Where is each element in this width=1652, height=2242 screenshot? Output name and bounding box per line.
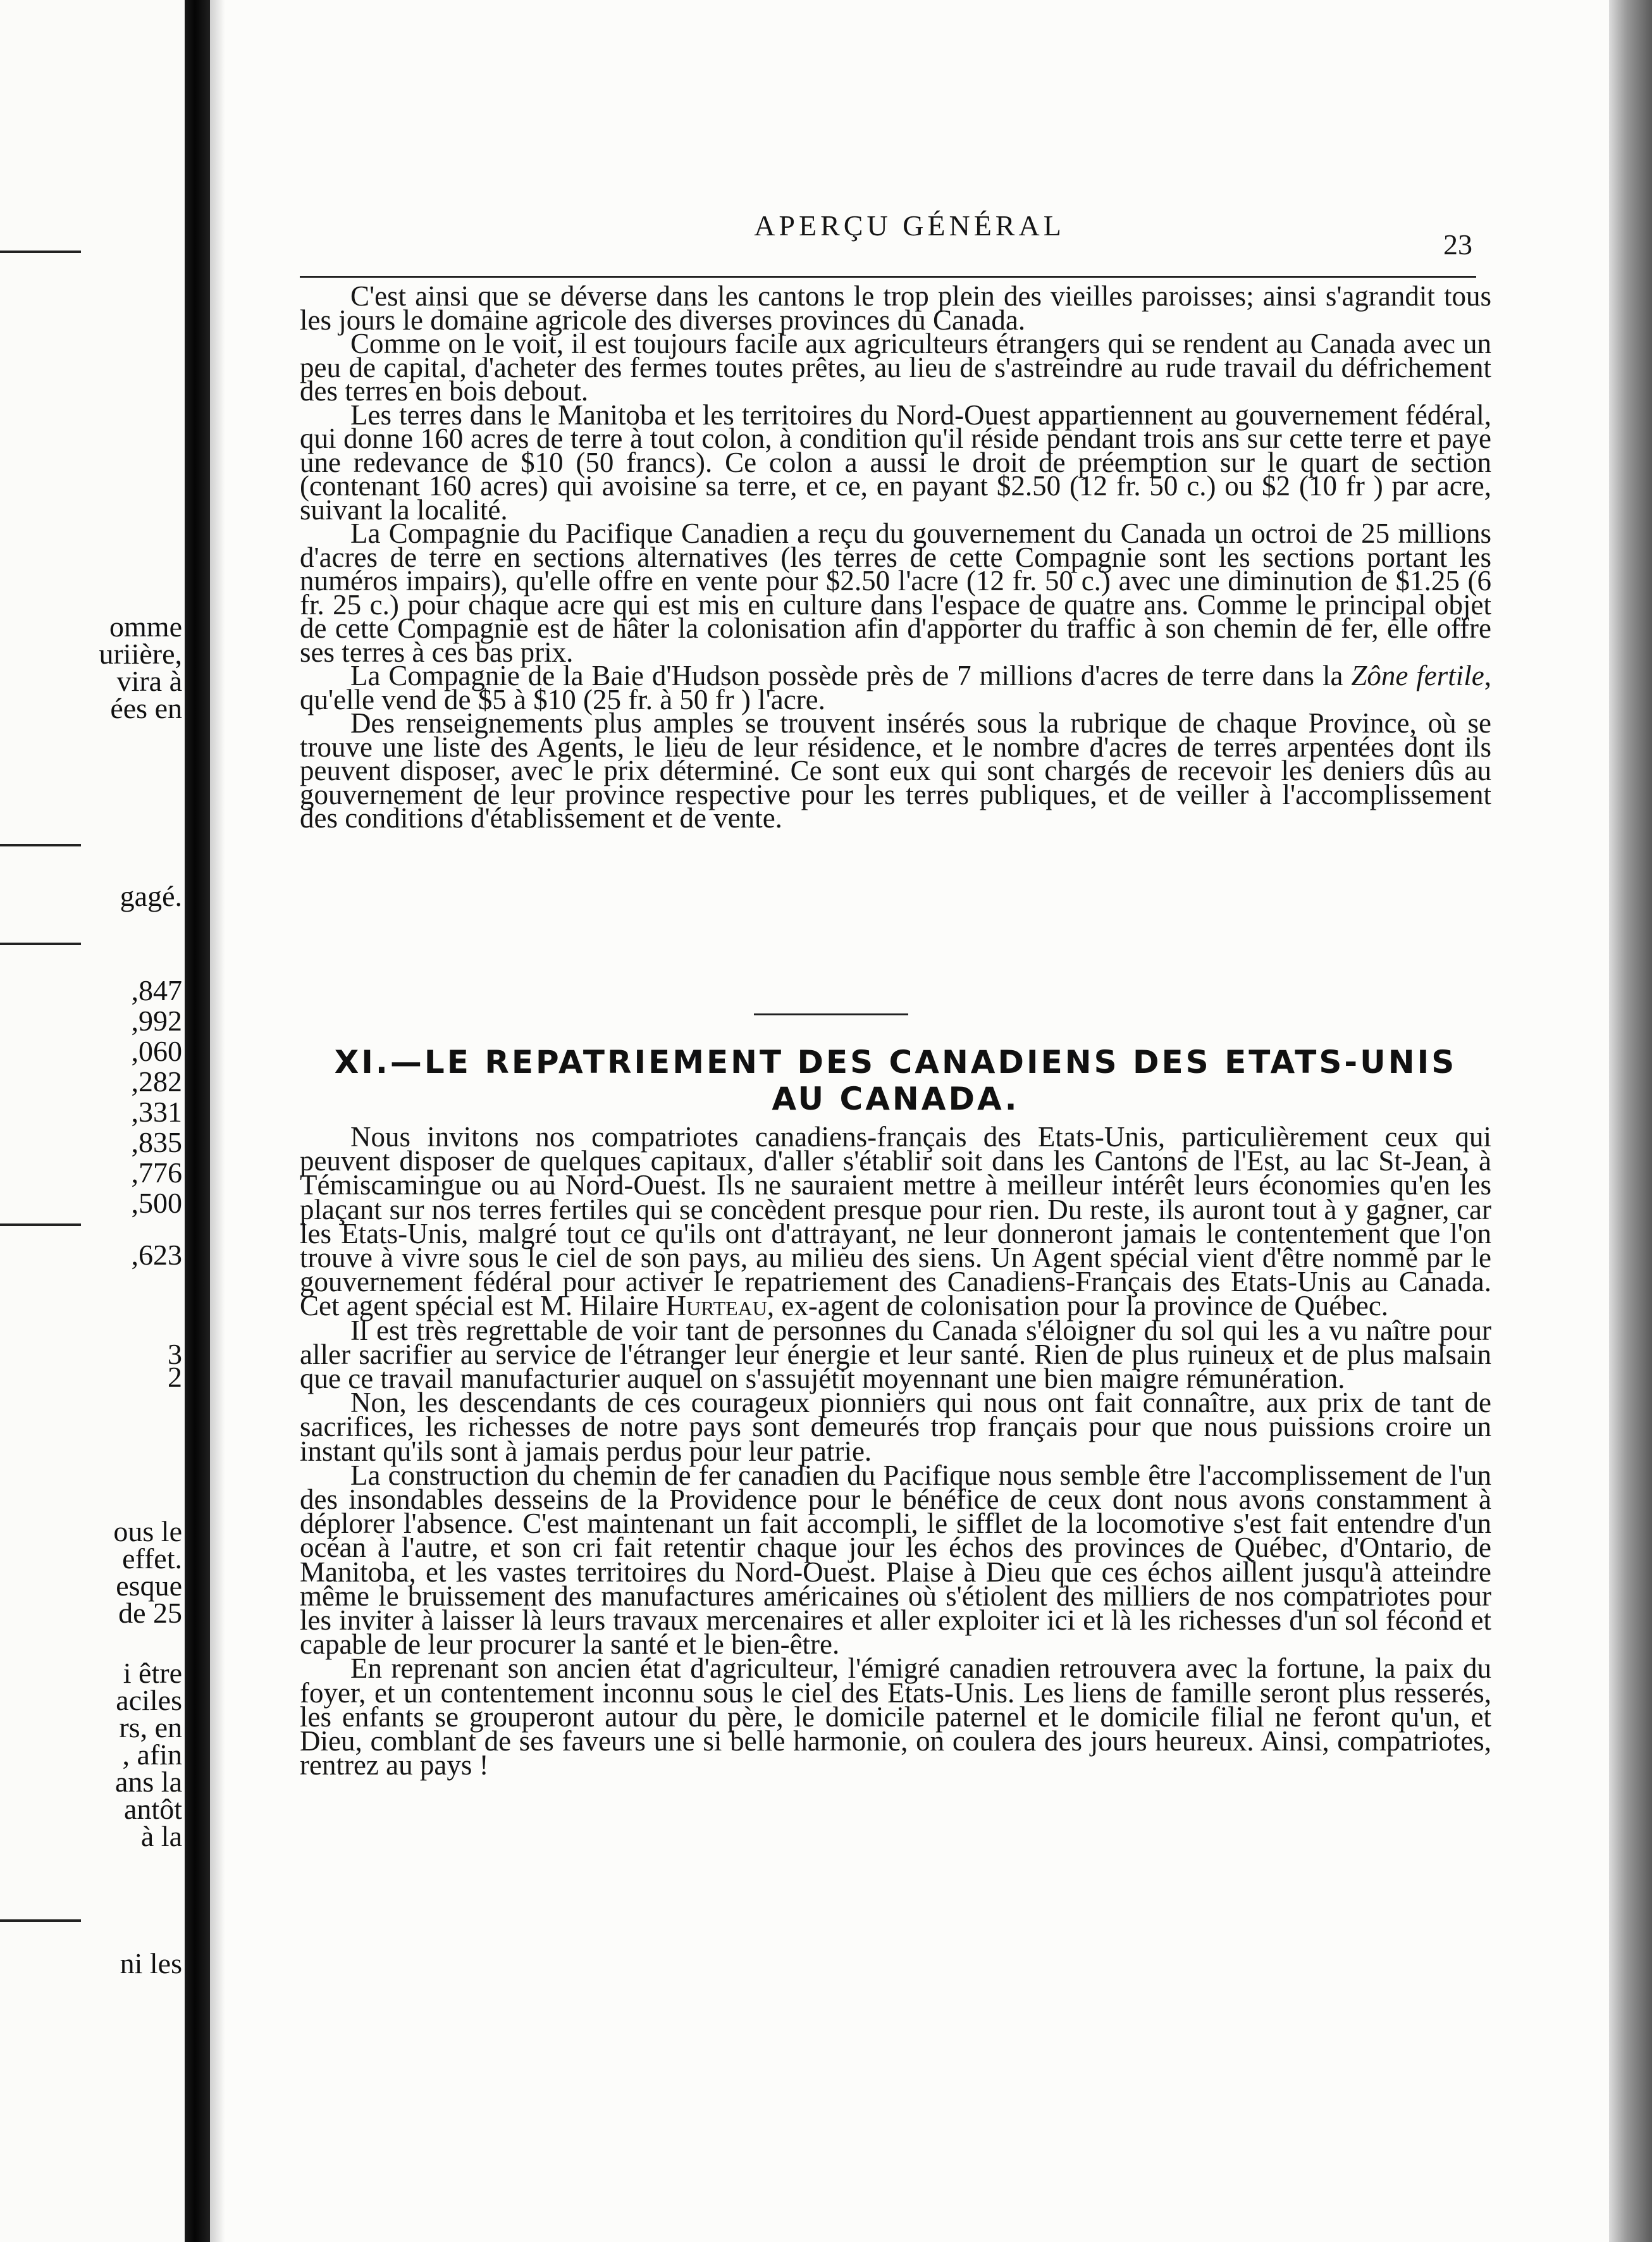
- left-page-rule: [0, 943, 81, 945]
- paragraph: C'est ainsi que se déverse dans les cantons le trop plein des vieilles paroisses; ainsi s'agrandit tous les jours le domaine agricole des diverses provinces du Canada.: [300, 280, 1491, 336]
- text-block-repatriation: [300, 1121, 1491, 1781]
- paragraph: [300, 660, 1492, 715]
- left-fragment: effet.: [122, 1542, 182, 1575]
- text-block-land-grants: [300, 280, 1492, 834]
- left-fragment: 2: [168, 1361, 182, 1393]
- left-fragment: ,500: [131, 1187, 182, 1219]
- paragraph: Non, les descendants de ces courageux pionniers qui nous ont fait connaître, aux prix de tant de sacrifices, les richesses de notre pays sont demeurés trop français pour que nous puissions croire un instant qu'ils sont à jamais perdus pour leur patrie.: [300, 1387, 1491, 1467]
- left-fragment: ,835: [131, 1126, 182, 1158]
- running-head: APERÇU GÉNÉRAL: [754, 209, 1065, 242]
- section-title-line: AU CANADA.: [772, 1081, 1020, 1117]
- paragraph-text: , ex-agent de colonisation pour la province de Québec.: [767, 1290, 1389, 1322]
- left-fragment: , afin: [122, 1738, 182, 1771]
- spine-shadow: [210, 0, 225, 2242]
- page-edge-strip: [1609, 0, 1652, 2242]
- left-fragment: i être: [123, 1657, 182, 1689]
- left-fragment: aciles: [116, 1684, 182, 1716]
- left-page-rule: [0, 1919, 81, 1922]
- left-fragment: ,992: [131, 1005, 182, 1037]
- section-title: [300, 1044, 1491, 1117]
- section-title-line: XI.—LE REPATRIEMENT DES CANADIENS DES ETATS-UNIS: [334, 1044, 1457, 1081]
- left-fragment: vira à: [116, 665, 182, 697]
- left-fragment: uriière,: [99, 638, 182, 670]
- left-fragment: ans la: [114, 1766, 182, 1798]
- left-fragment: 3: [168, 1338, 182, 1370]
- left-fragment: de 25: [118, 1597, 182, 1629]
- left-fragment: ,847: [131, 974, 182, 1006]
- page-number: 23: [1443, 228, 1472, 261]
- italic-term: Zône fertile: [1351, 660, 1484, 691]
- paragraph-text: , qu'elle vend de $5 à $10 (25 fr. à 50 fr ) l'acre.: [300, 660, 1492, 715]
- paragraph: Des renseignements plus amples se trouvent insérés sous la rubrique de chaque Province, où se trouve une liste des Agents, le lieu de leur résidence, et le nombre d'acres de terres arpentées dont ils peuvent disposer, avec le prix déterminé. Ce sont eux qui sont chargés de recevoir les deniers dûs au gouvernement de leur province respective pour les terres publiques, et de veiller à l'accomplissement des conditions d'établissement et de vente.: [300, 707, 1491, 834]
- paragraph: [300, 1121, 1491, 1322]
- section-divider: [754, 1013, 908, 1015]
- left-fragment: ,776: [131, 1156, 182, 1189]
- paragraph: La Compagnie du Pacifique Canadien a reçu du gouvernement du Canada un octroi de 25 millions d'acres de terre en sections alternatives (les terres de cette Compagnie sont les sections portant les numéros impairs), qu'elle offre en vente pour $2.50 l'acre (12 fr. 50 c.) avec une diminution de $1.25 (6 fr. 25 c.) pour chaque acre qui est mis en culture dans l'espace de quatre ans. Comme le principal objet de cette Compagnie est de hâter la colonisation afin d'apporter du traffic à son chemin de fer, elle offre ses terres à ces bas prix.: [300, 517, 1491, 668]
- left-page-rule: [0, 844, 81, 846]
- paragraph: La construction du chemin de fer canadien du Pacifique nous semble être l'accomplissement de l'un des insondables desseins de la Providence pour le bénéfice de ceux dont nous avons constamment à déplorer l'absence. C'est maintenant un fait accompli, le sifflet de la locomotive s'est fait entendre d'un océan à l'autre, et son cri fait retentir chaque jour les échos des provinces de Québec, d'Ontario, de Manitoba, et les vastes territoires du Nord-Ouest. Plaise à Dieu que ces échos aillent jusqu'à atteindre même le bruissement des manufactures américaines où s'étiolent des milliers de nos compatriotes pour les inviter à laisser là leurs travaux mercenaires et aller exploiter ici et là les richesses d'un sol fécond et capable de leur procurer la santé et le bien-être.: [300, 1459, 1491, 1661]
- left-fragment: omme: [109, 610, 182, 643]
- book-gutter: [185, 0, 210, 2242]
- left-fragment: ées en: [110, 692, 182, 724]
- paragraph: En reprenant son ancien état d'agriculteur, l'émigré canadien retrouvera avec la fortune, la paix du foyer, et un contentement inconnu sous le ciel des Etats-Unis. Les liens de famille seront plus resserés, les enfants se grouperont autour du père, le domicile paternel et le domicile filial ne feront qu'un, et Dieu, comblant de ses faveurs une si belle harmonie, on coulera des jours heureux. Ainsi, compatriotes, rentrez au pays !: [300, 1652, 1491, 1781]
- left-fragment: ,331: [131, 1096, 182, 1128]
- paragraph-text: Nous invitons nos compatriotes canadiens-français des Etats-Unis, particulièrement ceux qui peuvent disposer de quelques capitaux, d'aller s'établir soit dans les Cantons de l'Est, au lac St-Jean, à Témiscamingue ou au Nord-Ouest. Ils ne sauraient mettre à meilleur intérêt leurs économies qu'en les plaçant sur nos terres fertiles qui se concèdent presque pour rien. Du reste, ils auront tout à y gagner, car les Etats-Unis, malgré tout ce qu'ils ont d'attrayant, ne leur donneront jamais le contentement que l'on trouve à vivre sous le ciel de son pays, au milieu des siens. Un Agent spécial vient d'être nommé par le gouvernement fédéral pour activer le repatriement des Canadiens-Français des Etats-Unis au Canada. Cet agent spécial est M. Hilaire: [300, 1121, 1491, 1322]
- left-fragment: ,282: [131, 1065, 182, 1098]
- left-fragment: antôt: [124, 1793, 182, 1825]
- paragraph: Comme on le voit, il est toujours facile aux agriculteurs étrangers qui se rendent au Canada avec un peu de capital, d'acheter des fermes toutes prêtes, au lieu de s'astreindre au rude travail du défrichement des terres en bois debout.: [300, 328, 1491, 407]
- paragraph-text: La Compagnie de la Baie d'Hudson possède près de 7 millions d'acres de terre dans la: [350, 660, 1352, 691]
- left-fragment: ous le: [113, 1515, 182, 1547]
- left-fragment: à la: [140, 1820, 182, 1852]
- left-page-rule: [0, 1223, 81, 1226]
- left-fragment: rs, en: [119, 1711, 182, 1743]
- small-caps-name: Hurteau: [665, 1290, 767, 1322]
- left-fragment: ,623: [131, 1239, 182, 1271]
- main-page: [210, 0, 1609, 2242]
- left-fragment: gagé.: [120, 880, 182, 912]
- left-fragment: esque: [116, 1570, 182, 1602]
- left-page-rule: [0, 251, 81, 253]
- paragraph: Les terres dans le Manitoba et les territoires du Nord-Ouest appartiennent au gouvernement fédéral, qui donne 160 acres de terre à tout colon, à condition qu'il réside pendant trois ans sur cette terre et paye une redevance de $10 (50 francs). Ce colon a aussi le droit de préemption sur le quart de section (contenant 160 acres) qui avoisine sa terre, et ce, en payant $2.50 (12 fr. 50 c.) ou $2 (10 fr ) par acre, suivant la localité.: [300, 399, 1491, 526]
- left-fragment: ni les: [120, 1947, 182, 1979]
- paragraph: Il est très regrettable de voir tant de personnes du Canada s'éloigner du sol qui les a vu naître pour aller sacrifier au service de l'étranger leur énergie et leur santé. Rien de plus ruineux et de plus malsain que ce travail manufacturier auquel on s'assujétit moyennant une bien maigre rémunération.: [300, 1314, 1491, 1395]
- left-facing-page: [0, 0, 185, 2242]
- header-rule: [300, 276, 1476, 278]
- left-fragment: ,060: [131, 1035, 182, 1067]
